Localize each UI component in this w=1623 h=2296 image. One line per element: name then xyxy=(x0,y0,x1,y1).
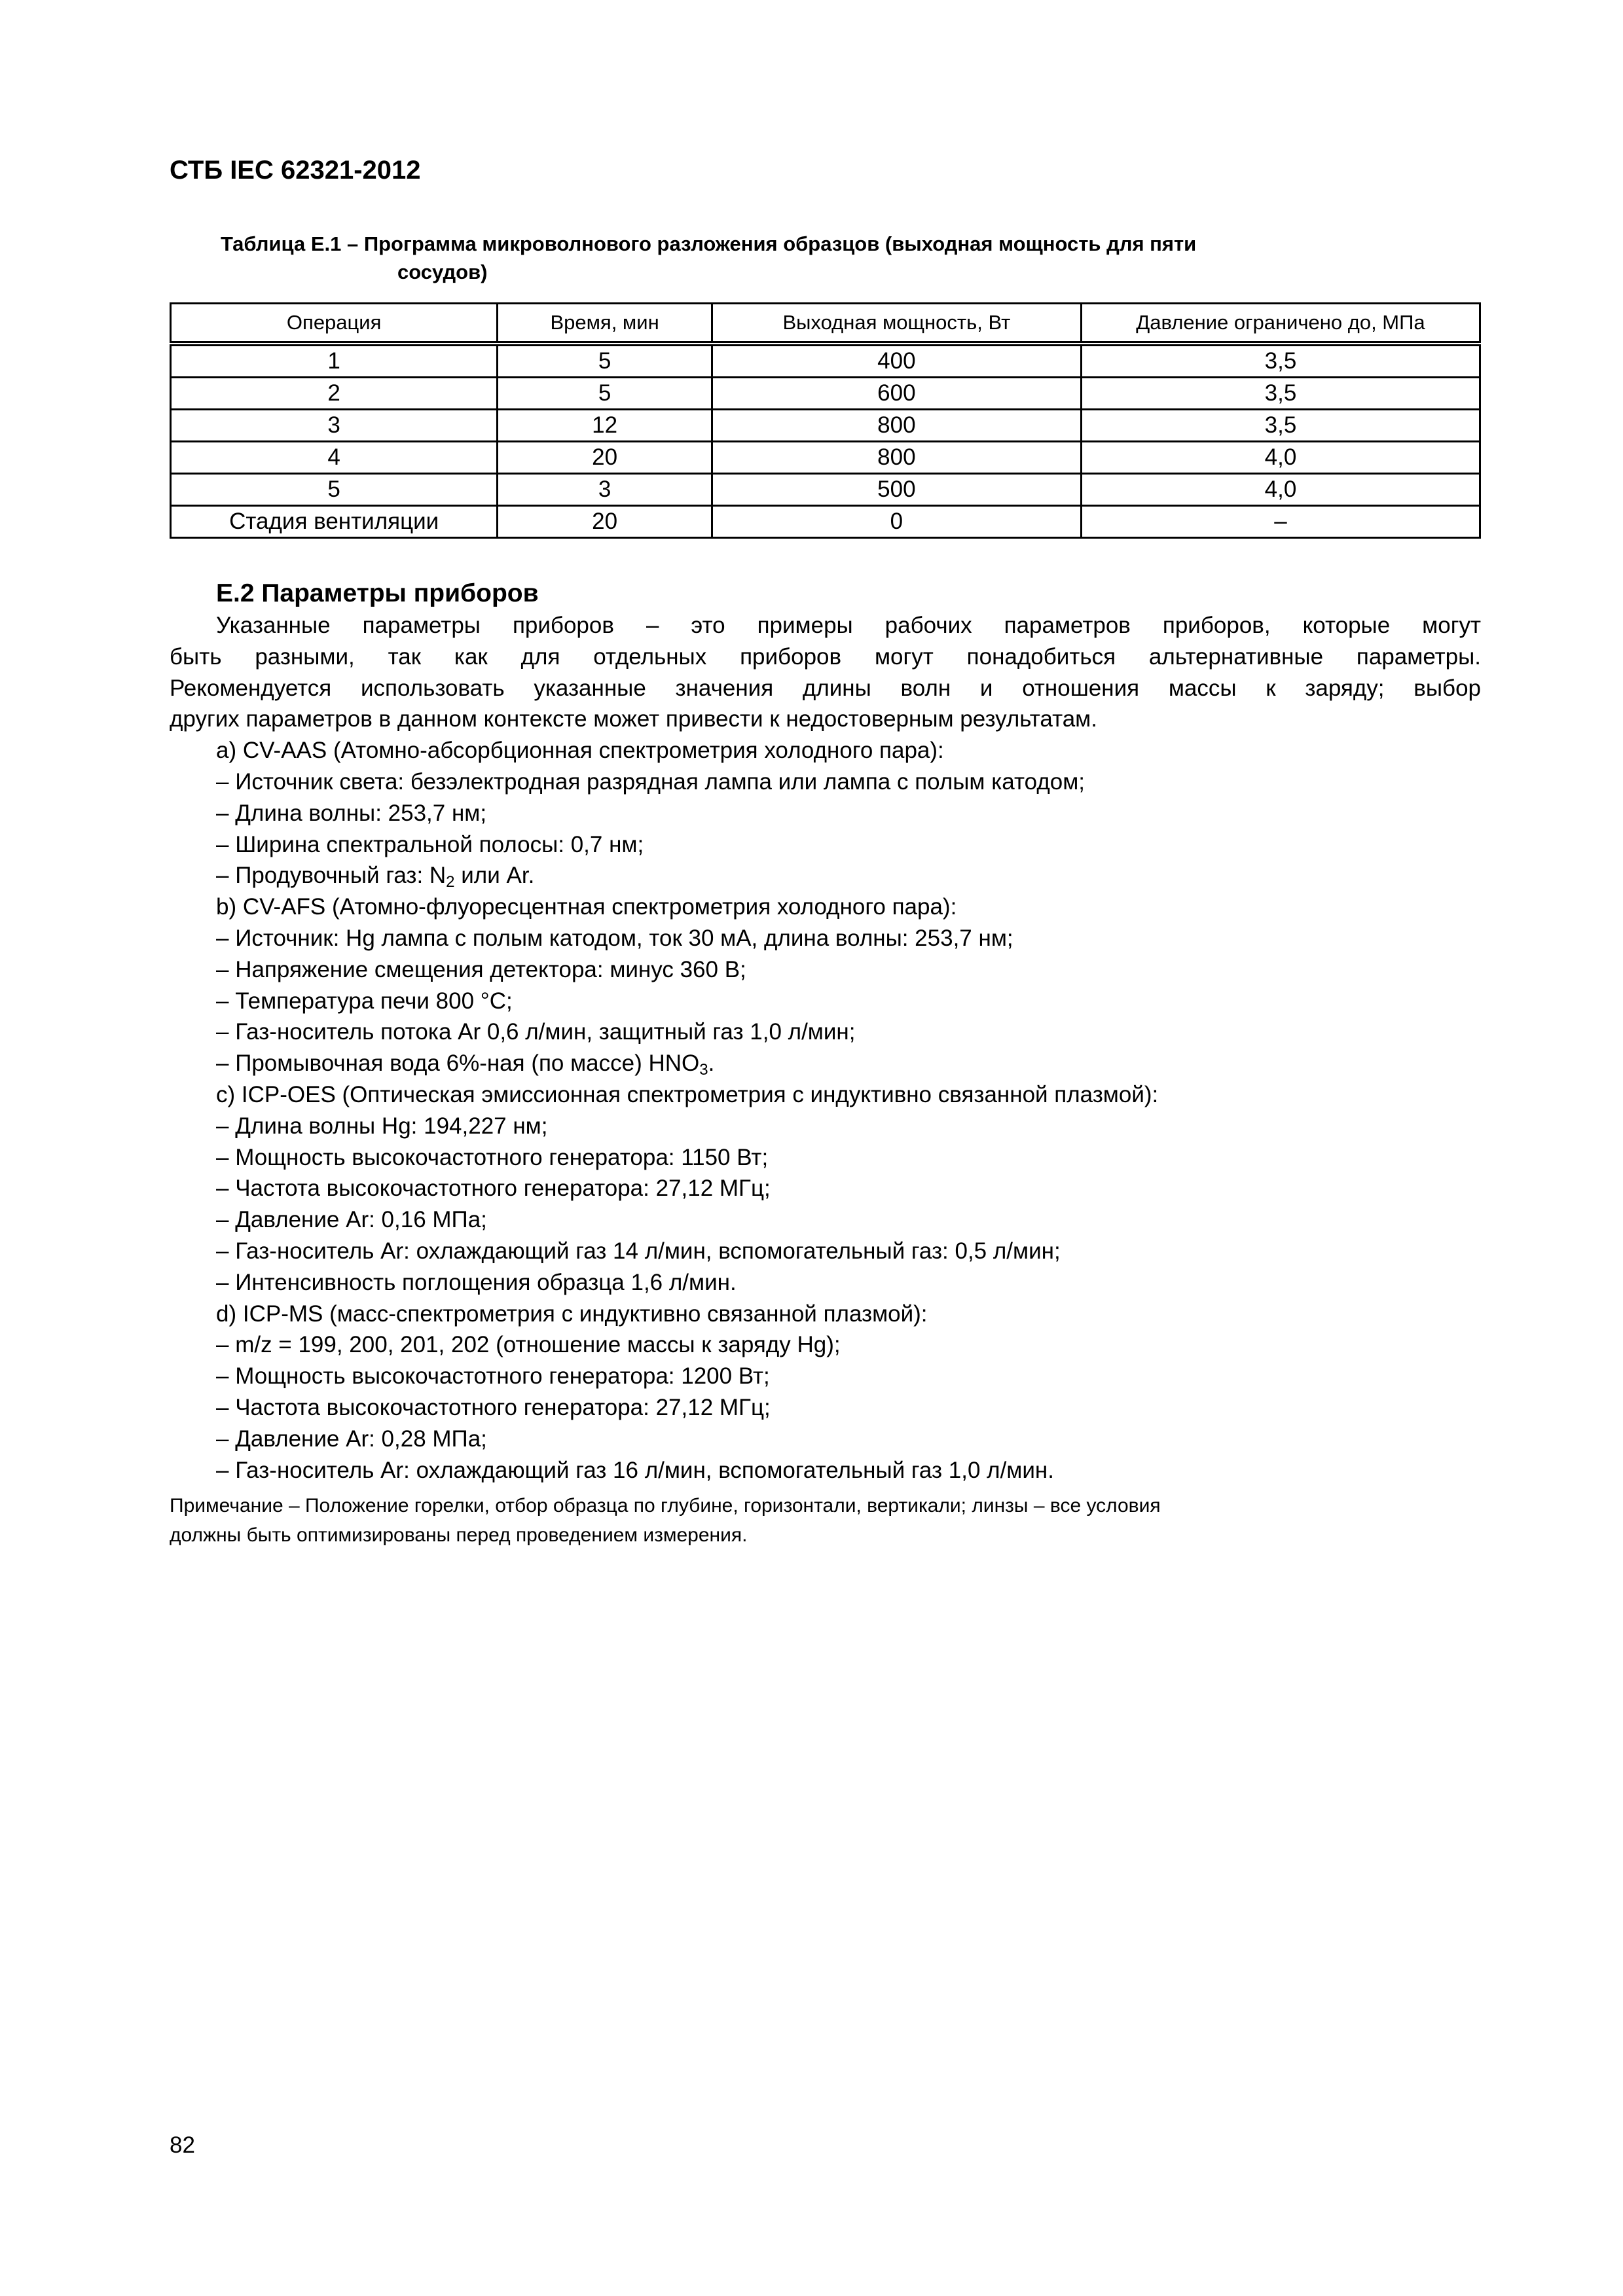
table-row xyxy=(171,442,1480,474)
parameter-line: – Частота высокочастотного генератора: 27,12 МГц; xyxy=(216,1395,771,1420)
table-header-row xyxy=(171,304,1480,344)
parameter-line xyxy=(216,1048,1481,1079)
parameter-line: – Длина волны Hg: 194,227 нм; xyxy=(216,1113,548,1139)
parameter-line: – Газ-носитель потока Ar 0,6 л/мин, защитный газ 1,0 л/мин; xyxy=(216,1019,856,1045)
table-cell: 5 xyxy=(171,474,498,506)
parameter-line: d) ICP-MS (масс-спектрометрия с индуктивно связанной плазмой): xyxy=(216,1300,928,1327)
table-row xyxy=(171,410,1480,442)
parameter-line: – Газ-носитель Ar: охлаждающий газ 16 л/мин, вспомогательный газ 1,0 л/мин. xyxy=(216,1457,1054,1483)
section-heading: Е.2 Параметры приборов xyxy=(216,579,539,607)
table-cell: 5 xyxy=(498,344,712,378)
parameter-line: – Частота высокочастотного генератора: 27,12 МГц; xyxy=(216,1175,771,1202)
parameter-line: – Длина волны: 253,7 нм; xyxy=(216,800,487,826)
table-caption-continued: сосудов) xyxy=(397,260,488,283)
column-header: Время, мин xyxy=(498,304,712,344)
table-cell: 1 xyxy=(171,344,498,378)
column-header: Операция xyxy=(171,304,498,344)
table-caption: Таблица Е.1 – Программа микроволнового разложения образцов (выходная мощность для пяти xyxy=(221,232,1197,255)
table-cell: 800 xyxy=(712,410,1081,442)
line-post: или Ar. xyxy=(454,863,535,889)
table-cell: 2 xyxy=(171,378,498,410)
table-cell: 800 xyxy=(712,442,1081,474)
table-cell: 4,0 xyxy=(1081,442,1480,474)
table-row xyxy=(171,344,1480,378)
parameter-line: – Температура печи 800 °С; xyxy=(216,988,513,1014)
table-row xyxy=(171,474,1480,506)
table-cell: 600 xyxy=(712,378,1081,410)
table-cell: 0 xyxy=(712,506,1081,538)
parameter-line: – Мощность высокочастотного генератора: 1150 Вт; xyxy=(216,1144,769,1170)
table-cell: 3,5 xyxy=(1081,410,1480,442)
line-pre: – Продувочный газ: N xyxy=(216,863,447,889)
intro-line: других параметров в данном контексте может привести к недостоверным результатам. xyxy=(170,706,1097,732)
parameter-line: b) CV-AFS (Атомно-флуоресцентная спектрометрия холодного пара): xyxy=(216,894,957,920)
column-header: Давление ограничено до, МПа xyxy=(1081,304,1480,344)
table-cell: 20 xyxy=(498,442,712,474)
note-line: должны быть оптимизированы перед проведением измерения. xyxy=(170,1524,748,1546)
table-cell: 400 xyxy=(712,344,1081,378)
table-cell: 3,5 xyxy=(1081,344,1480,378)
line-post: . xyxy=(708,1050,715,1077)
table-row xyxy=(171,378,1480,410)
table-cell: 5 xyxy=(498,378,712,410)
intro-line: Рекомендуется использовать указанные значения длины волн и отношения массы к заряду; выбор xyxy=(170,675,1481,701)
table-cell: 3 xyxy=(498,474,712,506)
page-number: 82 xyxy=(170,2132,195,2158)
line-sub: 2 xyxy=(446,873,455,891)
table-cell: 3 xyxy=(171,410,498,442)
table-cell: 4 xyxy=(171,442,498,474)
parameter-line: – Давление Ar: 0,28 МПа; xyxy=(216,1426,487,1452)
document-id: СТБ IEC 62321-2012 xyxy=(170,156,421,185)
table-cell: Стадия вентиляции xyxy=(171,506,498,538)
parameter-line: – Газ-носитель Ar: охлаждающий газ 14 л/мин, вспомогательный газ: 0,5 л/мин; xyxy=(216,1238,1061,1264)
parameter-line: – Ширина спектральной полосы: 0,7 нм; xyxy=(216,831,644,857)
intro-line: Указанные параметры приборов – это примеры рабочих параметров приборов, которые могут xyxy=(216,613,1481,638)
parameter-line: – Источник: Hg лампа с полым катодом, ток 30 мА, длина волны: 253,7 нм; xyxy=(216,925,1013,951)
parameter-line: – Источник света: безэлектродная разрядная лампа или лампа с полым катодом; xyxy=(216,769,1085,795)
microwave-program-table xyxy=(170,302,1481,539)
line-sub: 3 xyxy=(699,1061,708,1079)
table-cell: 3,5 xyxy=(1081,378,1480,410)
table-cell: 12 xyxy=(498,410,712,442)
parameter-line: – Интенсивность поглощения образца 1,6 л/мин. xyxy=(216,1269,737,1295)
parameter-line: a) CV-AAS (Атомно-абсорбционная спектрометрия холодного пара): xyxy=(216,738,944,764)
intro-line: быть разными, так как для отдельных приборов могут понадобиться альтернативные параметры. xyxy=(170,643,1481,670)
table-cell: 500 xyxy=(712,474,1081,506)
parameter-line xyxy=(216,860,1481,891)
note-line: Примечание – Положение горелки, отбор образца по глубине, горизонтали, вертикали; линзы – все условия xyxy=(170,1495,1161,1516)
parameter-line: – m/z = 199, 200, 201, 202 (отношение массы к заряду Hg); xyxy=(216,1332,841,1358)
table-row xyxy=(171,506,1480,538)
column-header: Выходная мощность, Вт xyxy=(712,304,1081,344)
table-cell: 20 xyxy=(498,506,712,538)
table-cell: 4,0 xyxy=(1081,474,1480,506)
table-cell: – xyxy=(1081,506,1480,538)
parameter-line: – Мощность высокочастотного генератора: 1200 Вт; xyxy=(216,1363,770,1390)
parameter-line: c) ICP-OES (Оптическая эмиссионная спектрометрия с индуктивно связанной плазмой): xyxy=(216,1082,1159,1107)
line-pre: – Промывочная вода 6%-ная (по массе) HNO xyxy=(216,1050,700,1077)
parameter-line: – Давление Ar: 0,16 МПа; xyxy=(216,1207,487,1233)
parameter-line: – Напряжение смещения детектора: минус 360 В; xyxy=(216,956,746,982)
